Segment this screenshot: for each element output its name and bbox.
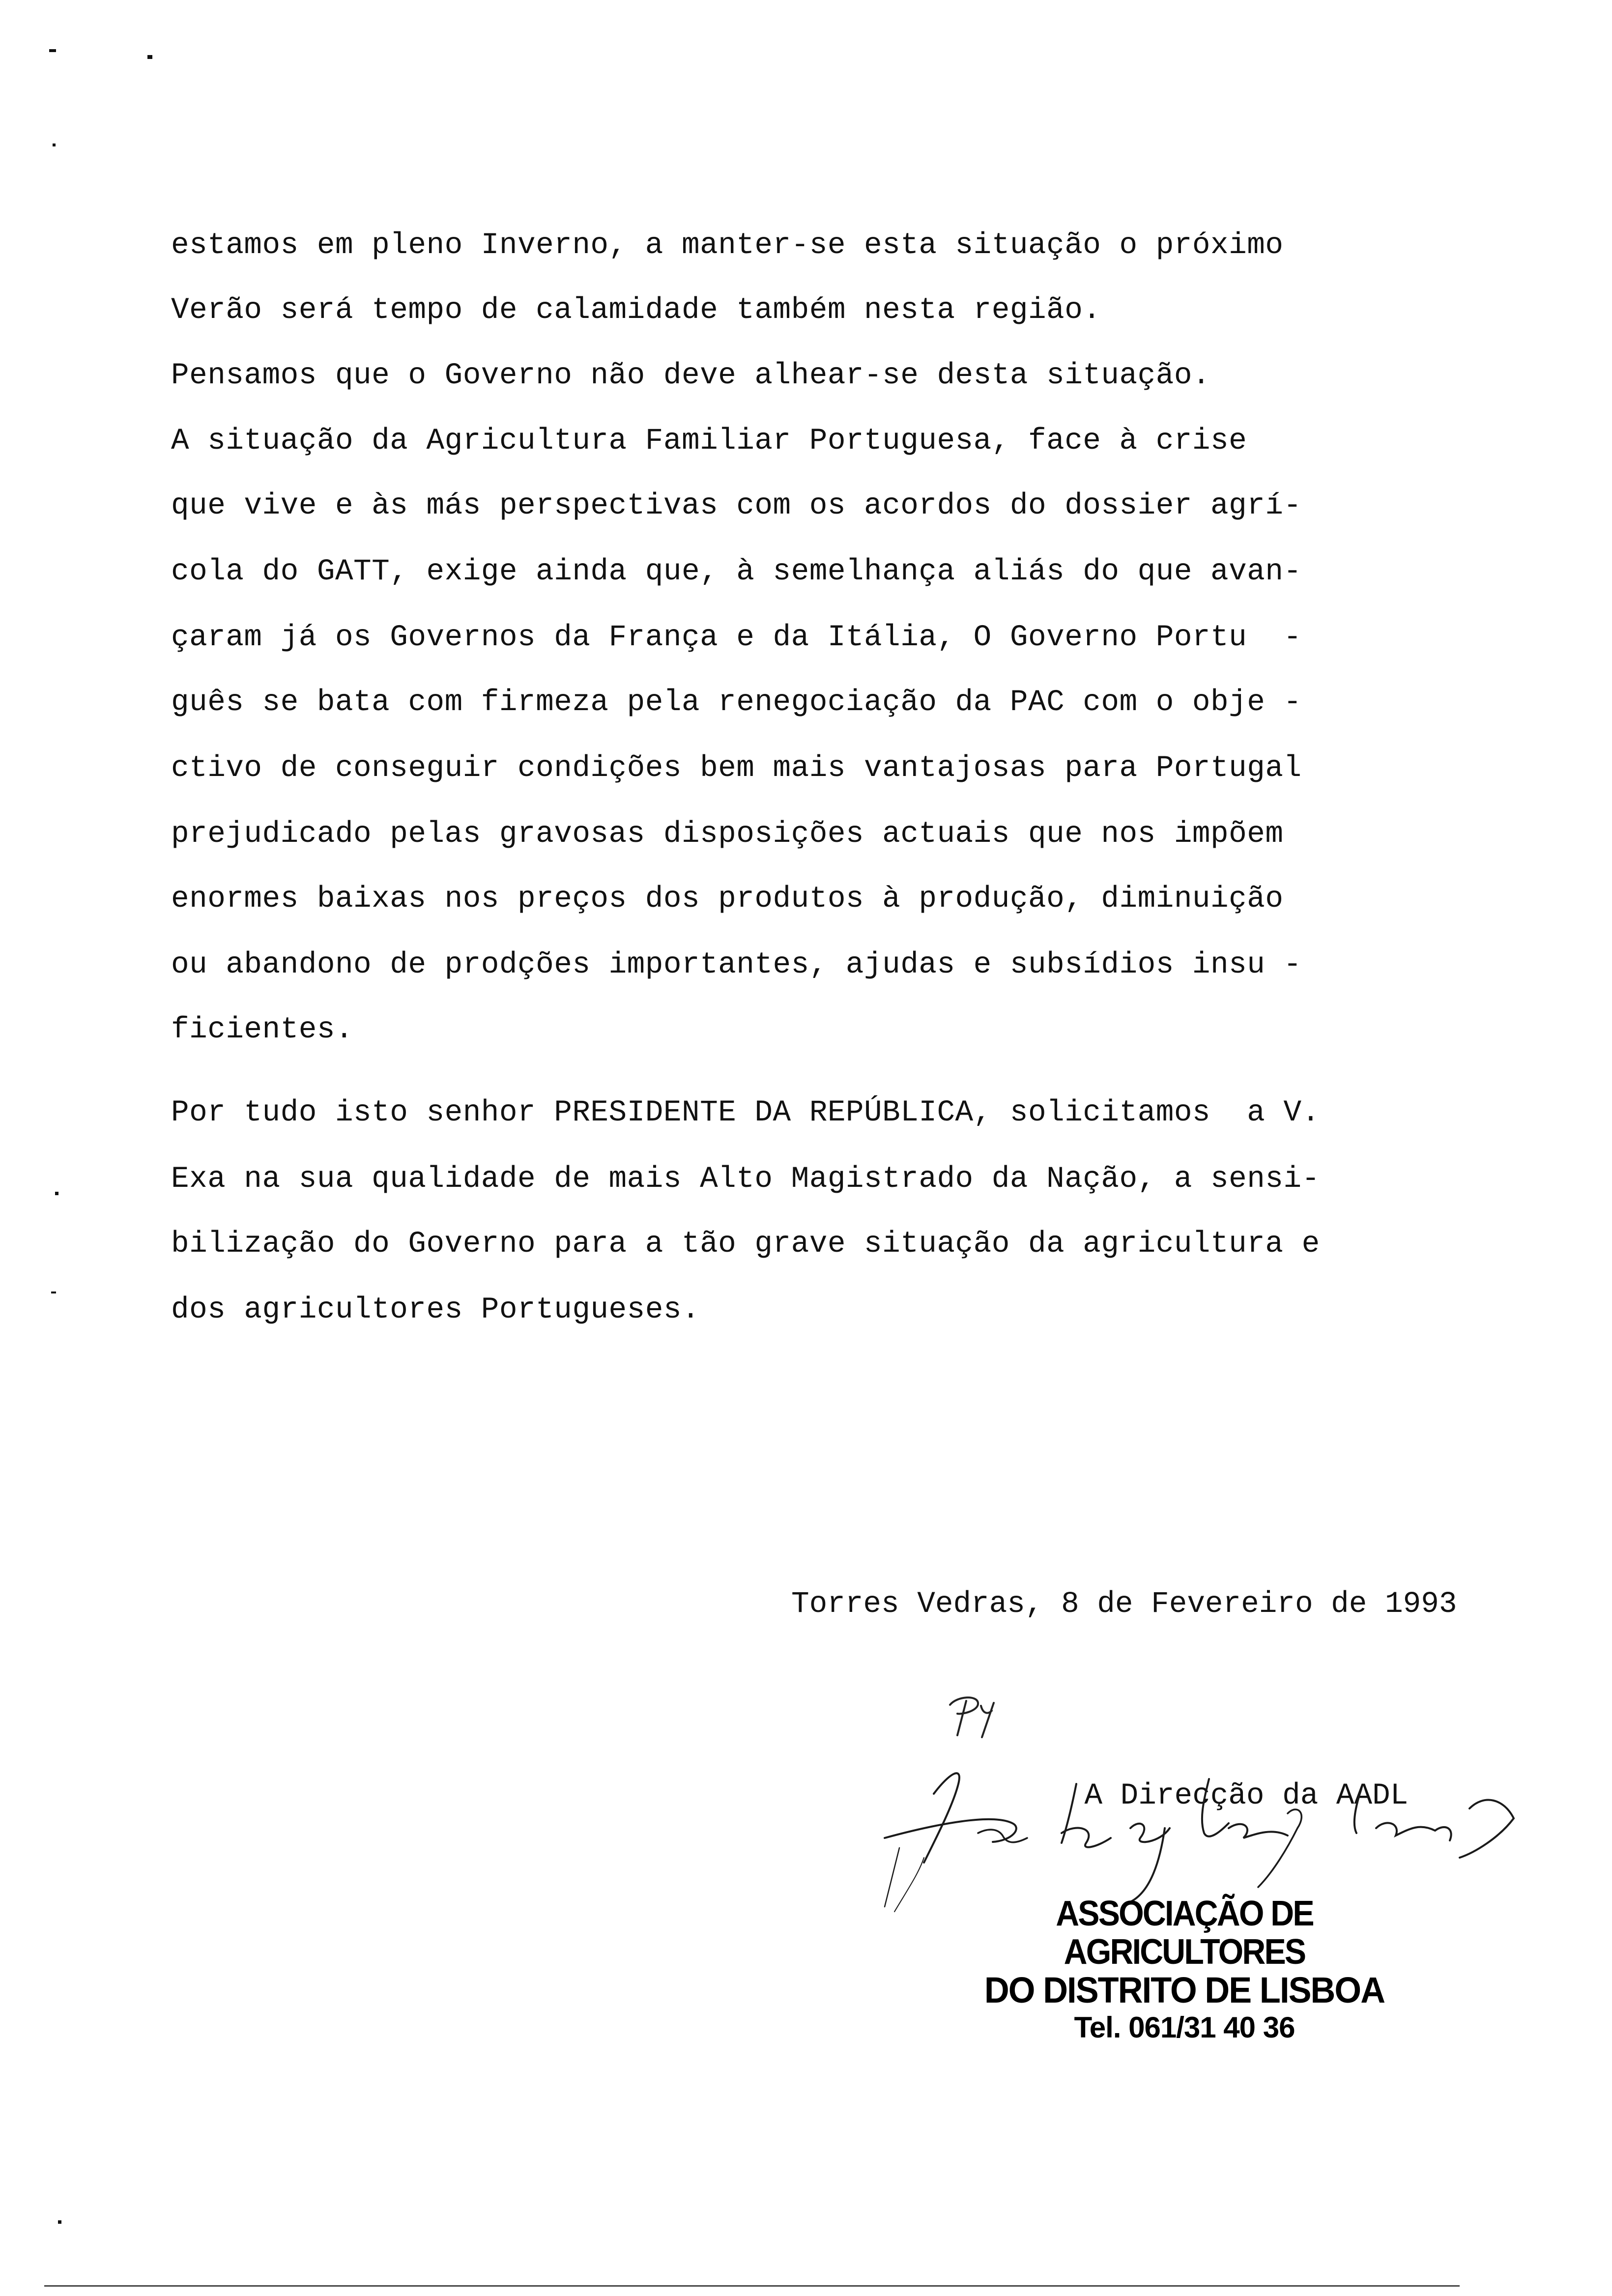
- body-line: A situação da Agricultura Familiar Portuguesa, face à crise: [171, 424, 1247, 458]
- body-line: que vive e às más perspectivas com os acordos do dossier agrí-: [171, 489, 1302, 523]
- body-line: cola do GATT, exige ainda que, à semelhança aliás do que avan-: [171, 555, 1302, 589]
- scan-speck: [49, 49, 56, 52]
- body-line: guês se bata com firmeza pela renegociação da PAC com o obje -: [171, 686, 1302, 719]
- stamp-line: ASSOCIAÇÃO DE AGRICULTORES: [1056, 1894, 1313, 1972]
- handwritten-pa-mark: [943, 1686, 1016, 1740]
- stamp-line: DO DISTRITO DE LISBOA: [984, 1970, 1385, 2010]
- body-line: ou abandono de prodções importantes, ajudas e subsídios insu -: [171, 948, 1302, 982]
- body-line: enormes baixas nos preços dos produtos à produção, diminuição: [171, 882, 1284, 916]
- stamp-line: Tel. 061/31 40 36: [1074, 2011, 1295, 2044]
- body-line: ctivo de conseguir condições bem mais vantajosas para Portugal: [171, 751, 1302, 785]
- scan-edge-rule: [44, 2285, 1460, 2287]
- scan-speck: [53, 144, 56, 146]
- body-line: çaram já os Governos da França e da Itália, O Governo Portu -: [171, 621, 1302, 655]
- body-line: Por tudo isto senhor PRESIDENTE DA REPÚBLICA, solicitamos a V.: [171, 1096, 1320, 1130]
- scan-speck: [147, 55, 152, 59]
- body-line: estamos em pleno Inverno, a manter-se esta situação o próximo: [171, 229, 1284, 262]
- body-line: dos agricultores Portugueses.: [171, 1293, 700, 1327]
- body-line: prejudicado pelas gravosas disposições actuais que nos impõem: [171, 817, 1284, 851]
- body-line: Exa na sua qualidade de mais Alto Magistrado da Nação, a sensi-: [171, 1162, 1320, 1196]
- association-stamp: [963, 1894, 1406, 2046]
- body-line: Pensamos que o Governo não deve alhear-se desta situação.: [171, 359, 1211, 393]
- scan-speck: [55, 1192, 58, 1195]
- date-line: Torres Vedras, 8 de Fevereiro de 1993: [791, 1587, 1457, 1621]
- signatory-text: A Direcção da AADL: [1084, 1779, 1409, 1813]
- body-line: Verão será tempo de calamidade também nesta região.: [171, 293, 1101, 327]
- scan-speck: [51, 1292, 56, 1293]
- scan-speck: [58, 2220, 61, 2224]
- body-line: ficientes.: [171, 1013, 354, 1047]
- body-line: bilização do Governo para a tão grave situação da agricultura e: [171, 1227, 1320, 1261]
